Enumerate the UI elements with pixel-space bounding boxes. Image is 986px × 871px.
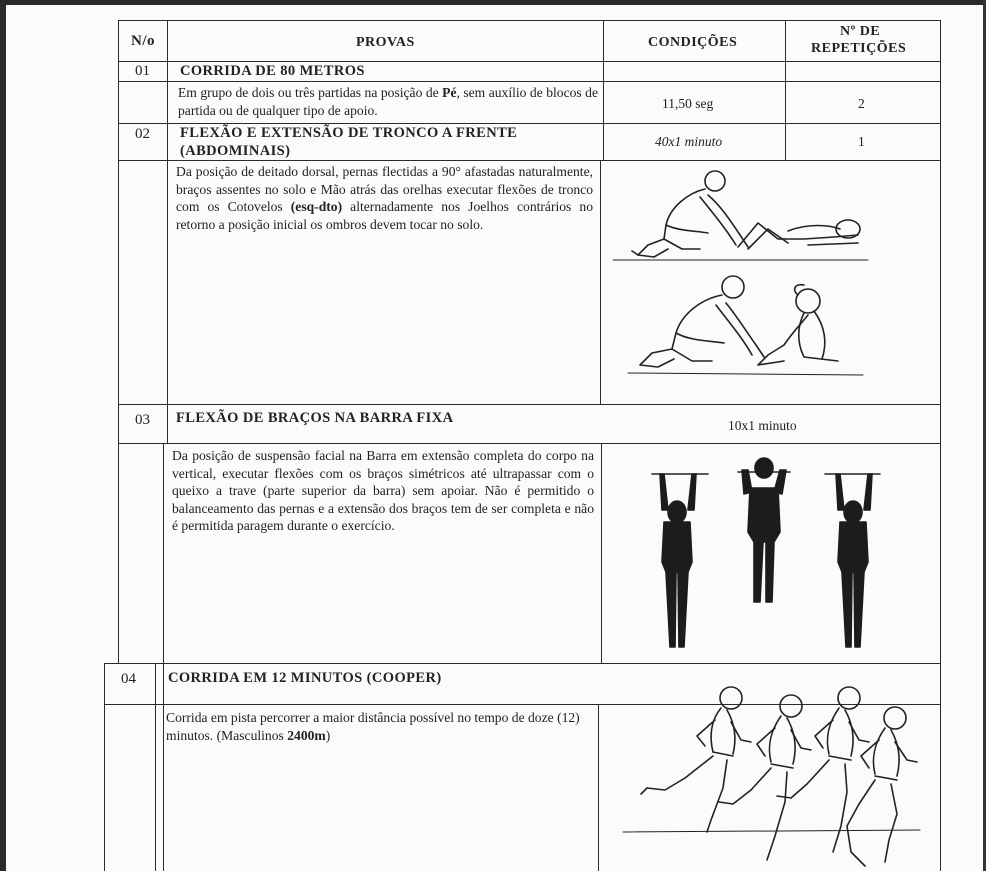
table-border-left-lower xyxy=(104,663,105,871)
table-border-left xyxy=(118,20,119,663)
row-03-number: 03 xyxy=(135,412,150,428)
runners-illustration xyxy=(615,680,935,871)
col-divider xyxy=(601,443,602,663)
row-divider xyxy=(118,404,941,405)
table-border-top xyxy=(118,20,941,21)
row-divider xyxy=(118,81,941,82)
col-divider xyxy=(167,20,168,443)
scan-edge-left xyxy=(0,0,6,871)
row-03-description: Da posição de suspensão facial na Barra em extensão completa do corpo na vertical, executar flexões com os braços simétricos até ultrapassar com o queixo a trave (parte superior da barra) sem apoiar. Não é permitido o balanceamento das pernas e a extensão dos braços tem de ser completa e não é permitida paragem durante o exercício. xyxy=(172,448,594,534)
row-04-title: CORRIDA EM 12 MINUTOS (COOPER) xyxy=(168,670,442,686)
scan-edge-top xyxy=(0,0,986,5)
row-02-title-line2: (ABDOMINAIS) xyxy=(180,143,291,159)
col-divider xyxy=(155,663,156,871)
header-provas: PROVAS xyxy=(356,35,415,50)
pull-up-illustration xyxy=(640,452,890,652)
row-divider xyxy=(104,663,941,664)
row-01-title: CORRIDA DE 80 METROS xyxy=(180,63,365,79)
col-divider xyxy=(163,443,164,871)
header-no: N/o xyxy=(131,33,155,49)
row-01-condition: 11,50 seg xyxy=(662,96,714,111)
row-04-description: Corrida em pista percorrer a maior distância possível no tempo de doze (12) minutos. (Masculinos 2400m) xyxy=(166,710,580,743)
col-divider xyxy=(600,160,601,404)
row-divider xyxy=(118,61,941,62)
header-condicoes: CONDIÇÕES xyxy=(648,35,738,50)
row-02-number: 02 xyxy=(135,126,150,142)
row-02-description: Da posição de deitado dorsal, pernas flectidas a 90° afastadas naturalmente, braços assentes no solo e Mão atrás das orelhas executar flexões de tronco com os Cotovelos (esq-dto) alternadamente nos Joelhos contrários no retorno a posição inicial os ombros devem tocar no solo. xyxy=(176,164,593,232)
col-divider xyxy=(785,20,786,160)
row-03-title: FLEXÃO DE BRAÇOS NA BARRA FIXA xyxy=(176,410,454,426)
row-02-title-line1: FLEXÃO E EXTENSÃO DE TRONCO A FRENTE xyxy=(180,125,518,141)
row-02-repetitions: 1 xyxy=(858,134,865,149)
header-repeticoes-line1: Nº DE xyxy=(840,24,881,39)
col-divider xyxy=(603,20,604,160)
row-01-repetitions: 2 xyxy=(858,96,865,111)
table-border-right xyxy=(940,20,941,871)
row-02-condition: 40x1 minuto xyxy=(655,134,723,149)
header-repeticoes-line2: REPETIÇÕES xyxy=(811,41,907,56)
row-03-condition: 10x1 minuto xyxy=(728,418,797,433)
row-divider xyxy=(118,160,941,161)
row-divider xyxy=(118,443,941,444)
sit-up-illustration xyxy=(608,165,878,400)
col-divider xyxy=(598,704,599,871)
row-divider xyxy=(118,123,941,124)
row-01-number: 01 xyxy=(135,63,150,79)
row-01-description: Em grupo de dois ou três partidas na posição de Pé, sem auxílio de blocos de partida ou de qualquer tipo de apoio. xyxy=(178,85,598,118)
row-04-number: 04 xyxy=(121,671,136,687)
